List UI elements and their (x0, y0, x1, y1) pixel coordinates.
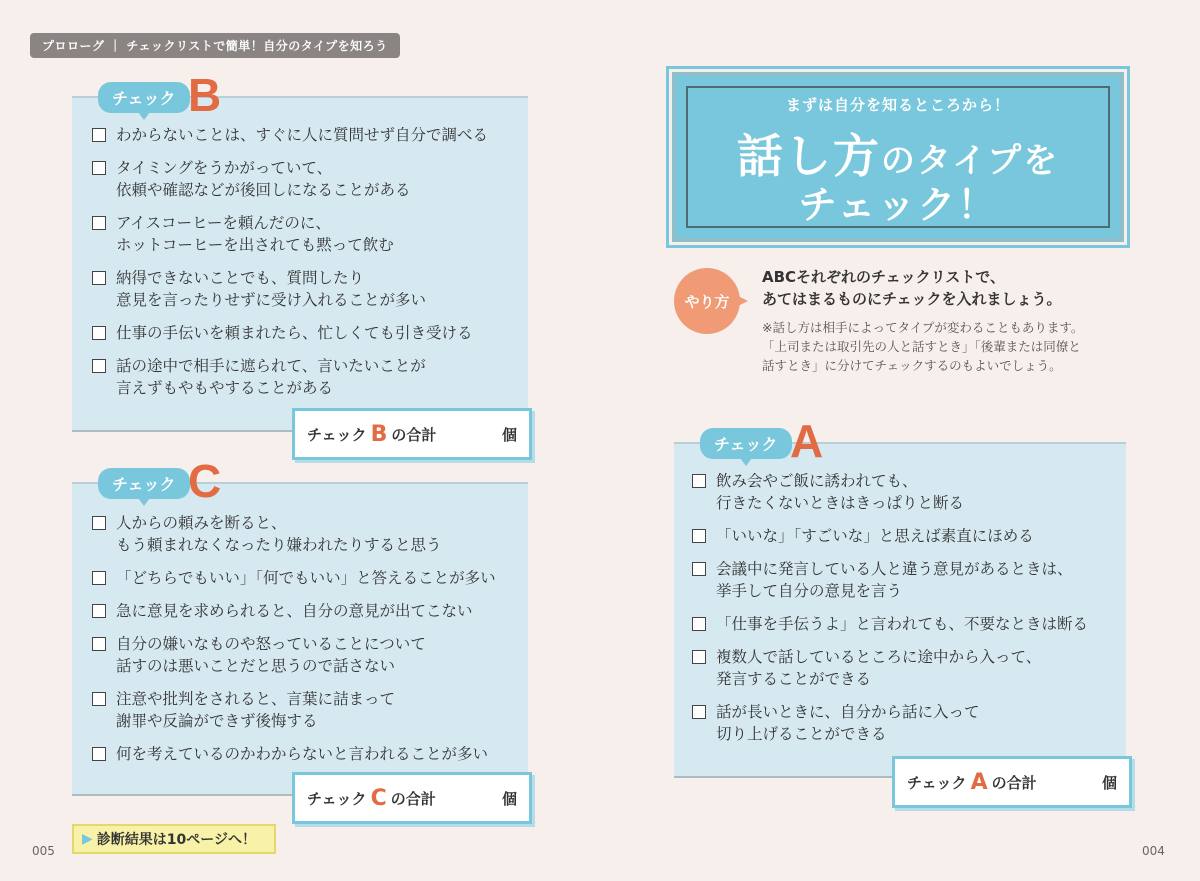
checklist-b-tab: チェック (98, 82, 190, 113)
checkbox[interactable] (92, 692, 106, 706)
checklist-item[interactable]: 「いいな」「すごいな」と思えば素直にほめる (692, 525, 1122, 547)
title-box (672, 72, 1124, 242)
checklist-b-items (92, 124, 522, 399)
checkbox[interactable] (92, 216, 106, 230)
page-title-line2: チェック！ (798, 183, 998, 227)
howto-instructions: ABCそれぞれのチェックリストで、 あてはまるものにチェックを入れましょう。 (762, 268, 1062, 308)
checklist-item[interactable]: 仕事の手伝いを頼まれたら、忙しくても引き受ける (92, 322, 522, 344)
checklist-a-letter: A (790, 415, 824, 467)
checklist-a-total[interactable]: チェック A の合計 個 (892, 756, 1132, 808)
checklist-item[interactable]: 飲み会やご飯に誘われても、 行きたくないときはきっぱりと断る (692, 470, 1122, 514)
checklist-item[interactable]: 納得できないことでも、質問したり 意見を言ったりせずに受け入れることが多い (92, 267, 522, 311)
checklist-c-total[interactable]: チェック C の合計 個 (292, 772, 532, 824)
checkbox[interactable] (92, 571, 106, 585)
checkbox[interactable] (692, 650, 706, 664)
checklist-b-total[interactable]: チェック B の合計 個 (292, 408, 532, 460)
title-subheading: まずは自分を知るところから！ (785, 96, 1010, 114)
checklist-c-tab: チェック (98, 468, 190, 499)
checklist-item[interactable]: 注意や批判をされると、言葉に詰まって 謝罪や反論ができず後悔する (92, 688, 522, 732)
result-page-note: ▶ 診断結果は10ページへ！ (72, 824, 276, 854)
checkbox[interactable] (92, 516, 106, 530)
checklist-a-items (692, 470, 1122, 745)
checkbox[interactable] (692, 617, 706, 631)
page-number-left: 005 (32, 844, 55, 858)
checklist-b-letter: B (188, 69, 222, 121)
checklist-item[interactable]: わからないことは、すぐに人に質問せず自分で調べる (92, 124, 522, 146)
howto-badge: やり方 (674, 268, 740, 334)
checklist-item[interactable]: タイミングをうかがっていて、 依頼や確認などが後回しになることがある (92, 157, 522, 201)
chapter-header-tag: プロローグ ｜ チェックリストで簡単！自分のタイプを知ろう (30, 33, 400, 58)
checklist-item[interactable]: アイスコーヒーを頼んだのに、 ホットコーヒーを出されても黙って飲む (92, 212, 522, 256)
checkbox[interactable] (92, 604, 106, 618)
checklist-item[interactable]: 「どちらでもいい」「何でもいい」と答えることが多い (92, 567, 522, 589)
checkbox[interactable] (92, 271, 106, 285)
page-title: 話し方のタイプを (736, 129, 1060, 183)
divider (72, 794, 292, 796)
checkbox[interactable] (692, 474, 706, 488)
divider (72, 430, 292, 432)
checklist-a-tab: チェック (700, 428, 792, 459)
checklist-item[interactable]: 何を考えているのかわからないと言われることが多い (92, 743, 522, 765)
divider (674, 776, 892, 778)
checklist-c-letter: C (188, 455, 222, 507)
checklist-item[interactable]: 複数人で話しているところに途中から入って、 発言することができる (692, 646, 1122, 690)
checklist-item[interactable]: 話の途中で相手に遮られて、言いたいことが 言えずもやもやすることがある (92, 355, 522, 399)
checklist-item[interactable]: 急に意見を求められると、自分の意見が出てこない (92, 600, 522, 622)
checklist-item[interactable]: 会議中に発言している人と違う意見があるときは、 挙手して自分の意見を言う (692, 558, 1122, 602)
checkbox[interactable] (692, 529, 706, 543)
checkbox[interactable] (92, 161, 106, 175)
checkbox[interactable] (92, 637, 106, 651)
checkbox[interactable] (692, 562, 706, 576)
checklist-item[interactable]: 自分の嫌いなものや怒っていることについて 話すのは悪いことだと思うので話さない (92, 633, 522, 677)
checkbox[interactable] (92, 128, 106, 142)
checkbox[interactable] (692, 705, 706, 719)
checklist-item[interactable]: 「仕事を手伝うよ」と言われても、不要なときは断る (692, 613, 1122, 635)
checkbox[interactable] (92, 359, 106, 373)
checkbox[interactable] (92, 326, 106, 340)
page-number-right: 004 (1142, 844, 1165, 858)
checkbox[interactable] (92, 747, 106, 761)
checklist-item[interactable]: 話が長いときに、自分から話に入って 切り上げることができる (692, 701, 1122, 745)
checklist-item[interactable]: 人からの頼みを断ると、 もう頼まれなくなったり嫌われたりすると思う (92, 512, 522, 556)
checklist-c-items (92, 512, 522, 765)
howto-note: ※話し方は相手によってタイプが変わることもあります。 「上司または取引先の人と話すとき」「後輩または同僚と 話すとき」に分けてチェックするのもよいでしょう。 (762, 320, 1084, 373)
play-arrow-icon: ▶ (82, 831, 93, 847)
